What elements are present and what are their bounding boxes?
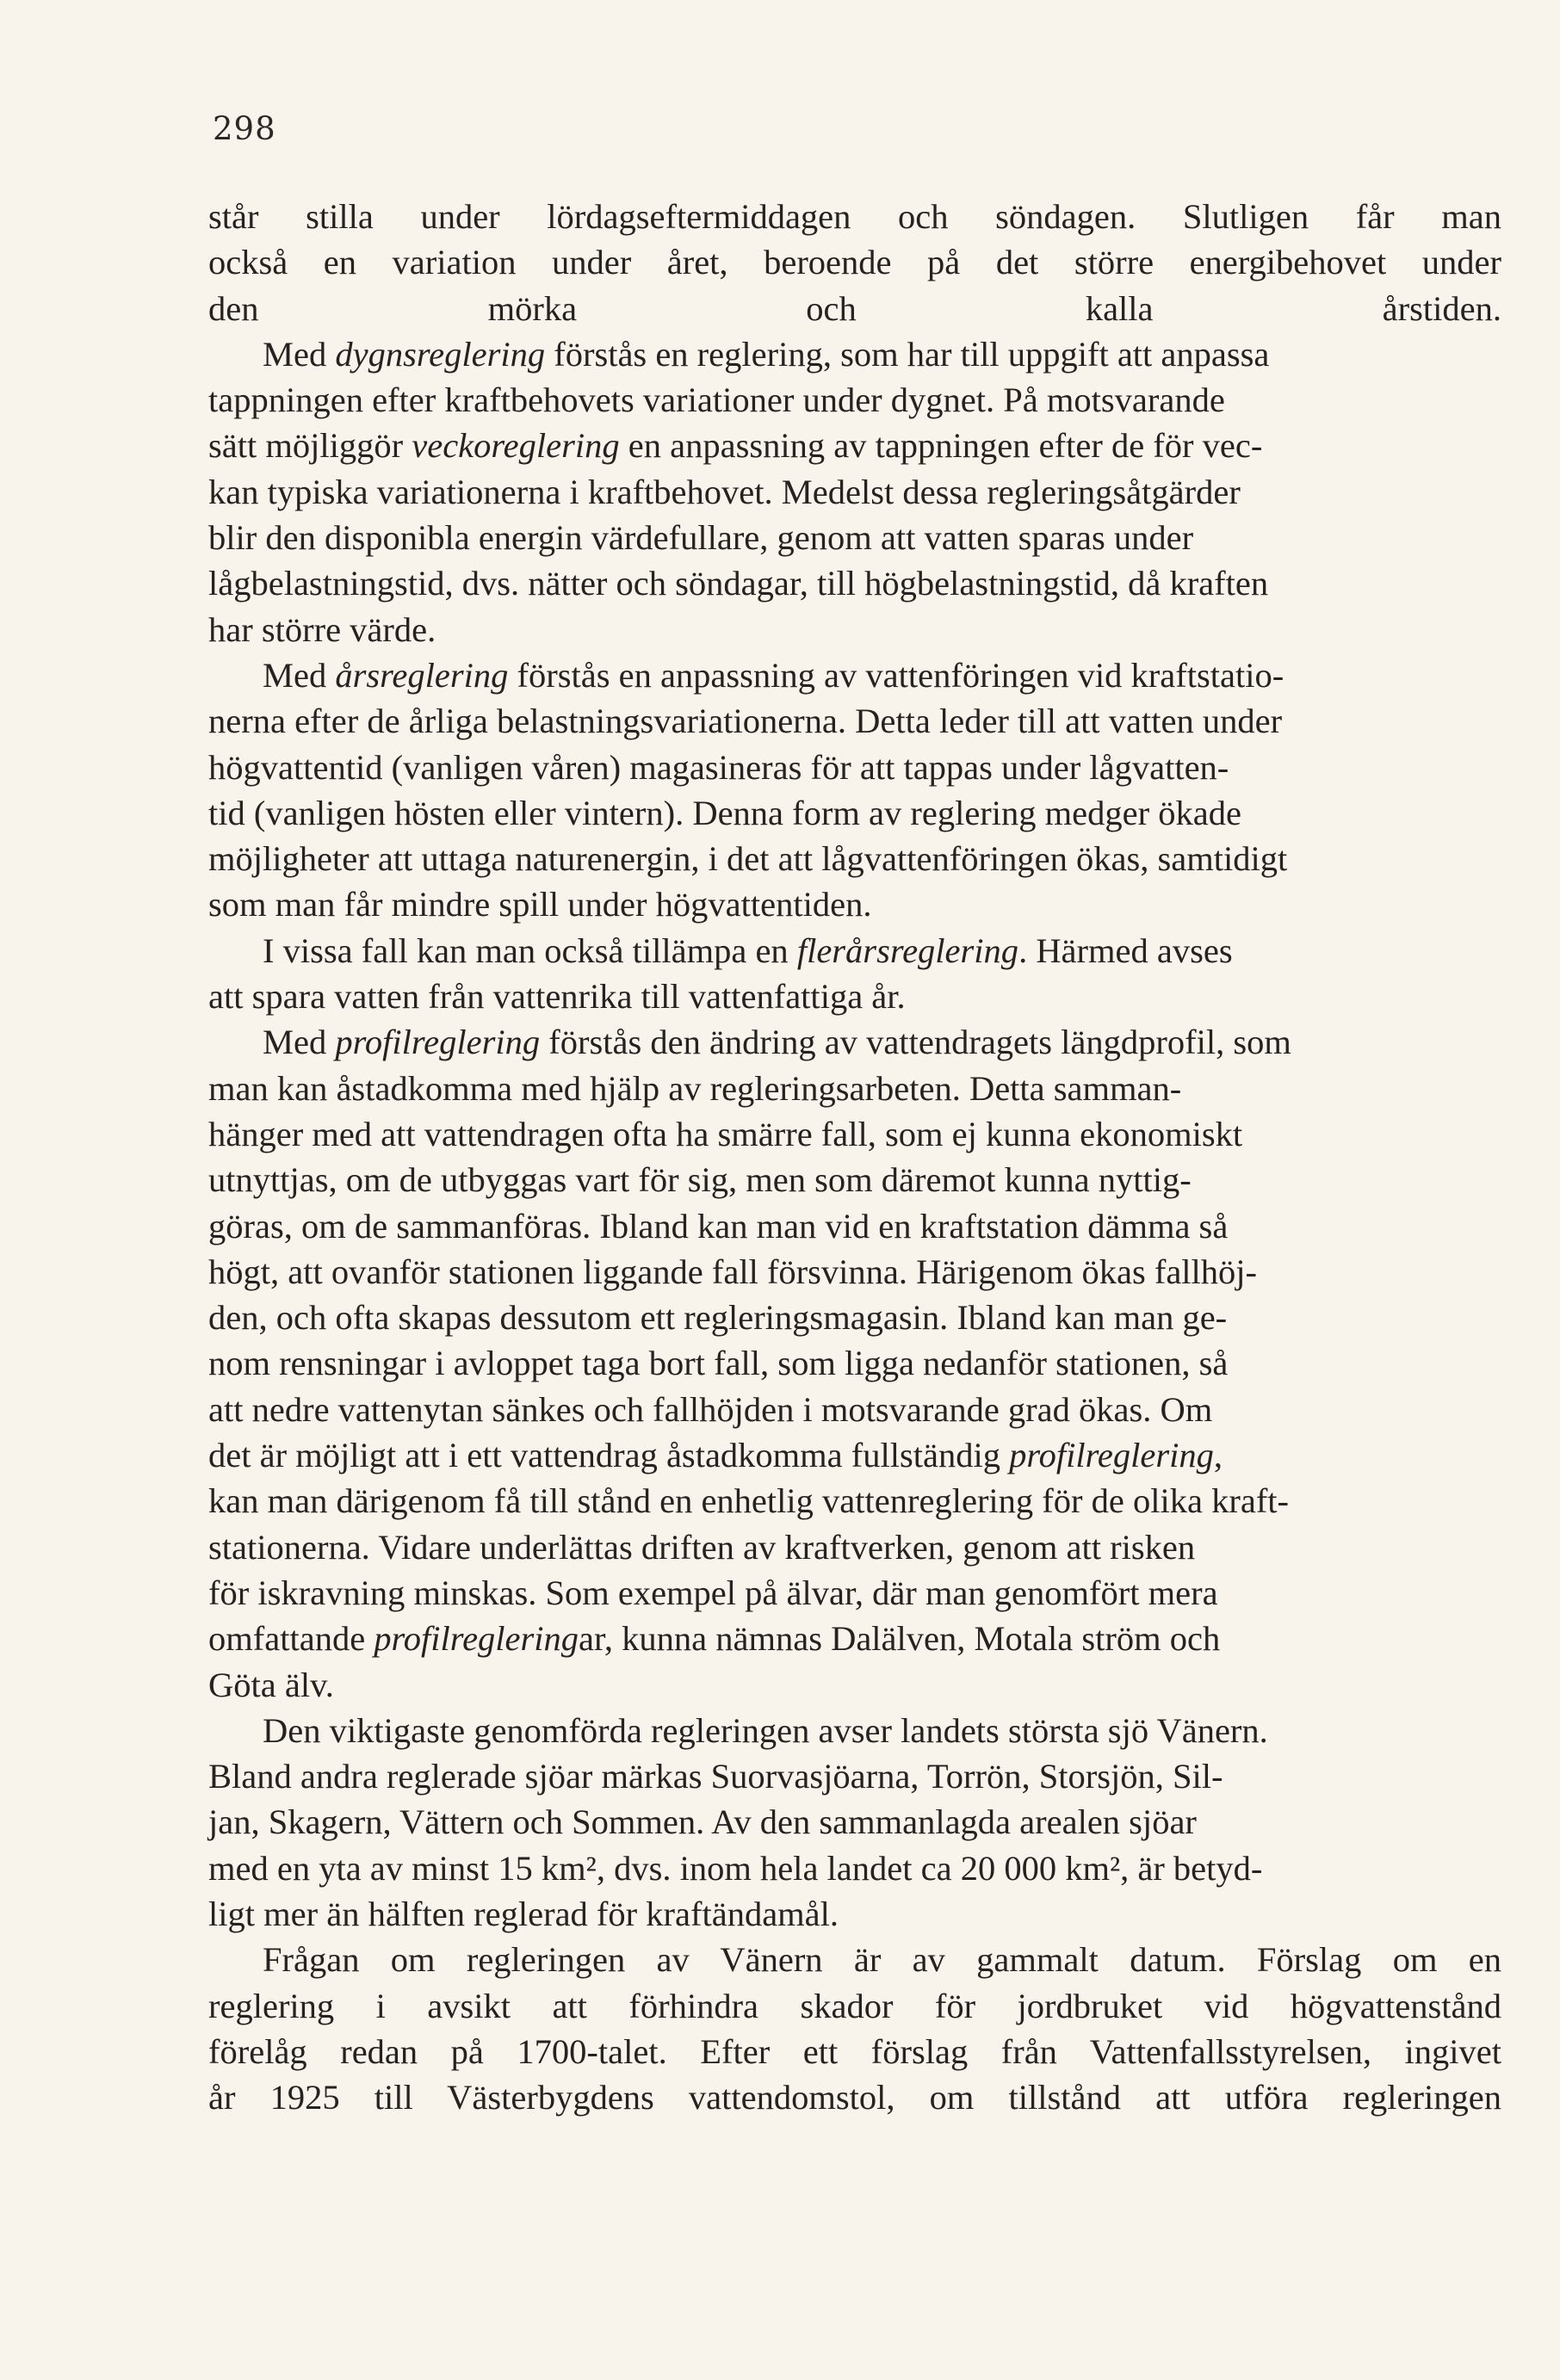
text-line: kan man därigenom få till stånd en enhetlig vattenreglering för de olika kraft- bbox=[208, 1481, 1290, 1521]
text-line: Den viktigaste genomförda regleringen avser landets största sjö Vänern. bbox=[263, 1710, 1268, 1750]
text-line: blir den disponibla energin värdefullare, genom att vatten sparas under bbox=[208, 518, 1194, 558]
paragraph-3 bbox=[208, 652, 1501, 928]
text-line: den mörka och kalla årstiden. bbox=[208, 288, 1501, 328]
text-line: Göta älv. bbox=[208, 1665, 334, 1704]
defined-term: dygnsreglering bbox=[335, 334, 546, 374]
text-line: att spara vatten från vattenrika till vattenfattiga år. bbox=[208, 977, 906, 1017]
text-line: Med dygnsreglering förstås en reglering, som har till uppgift att anpassa bbox=[263, 334, 1270, 374]
text-line: Med profilreglering förstås den ändring av vattendragets längdprofil, som bbox=[263, 1023, 1291, 1062]
text-line: ligt mer än hälften reglerad för kraftändamål. bbox=[208, 1894, 839, 1933]
defined-term: profilreglering bbox=[1009, 1436, 1214, 1475]
defined-term: profilreglering bbox=[335, 1023, 541, 1062]
text-line: Med årsreglering förstås en anpassning av vattenföringen vid kraftstatio- bbox=[263, 655, 1285, 695]
text-line: det är möjligt att i ett vattendrag åstadkomma fullständig profilreglering, bbox=[208, 1436, 1223, 1475]
text-line: stationerna. Vidare underlättas driften av kraftverken, genom att risken bbox=[208, 1527, 1196, 1567]
text-line: omfattande profilregleringar, kunna nämnas Dalälven, Motala ström och bbox=[208, 1619, 1221, 1659]
text-line: som man får mindre spill under högvattentiden. bbox=[208, 885, 872, 924]
text-line: man kan åstadkomma med hjälp av regleringsarbeten. Detta samman- bbox=[208, 1068, 1182, 1108]
text-line: sätt möjliggör veckoreglering en anpassning av tappningen efter de för vec- bbox=[208, 426, 1263, 466]
text-line: nerna efter de årliga belastningsvariationerna. Detta leder till att vatten under bbox=[208, 702, 1283, 741]
text-line: kan typiska variationerna i kraftbehovet. Medelst dessa regleringsåtgärder bbox=[208, 472, 1241, 511]
text-line: för iskravning minskas. Som exempel på älvar, där man genomfört mera bbox=[208, 1573, 1218, 1612]
paragraph-1 bbox=[208, 194, 1501, 331]
text-line: har större värde. bbox=[208, 609, 436, 649]
text-line: står stilla under lördagseftermiddagen och söndagen. Slutligen får man bbox=[208, 197, 1501, 236]
text-line: nom rensningar i avloppet taga bort fall, som ligga nedanför stationen, så bbox=[208, 1344, 1229, 1383]
defined-term: årsreglering bbox=[335, 655, 509, 695]
body-text bbox=[208, 194, 1501, 2120]
text-line: Frågan om regleringen av Vänern är av gammalt datum. Förslag om en bbox=[263, 1940, 1501, 1980]
text-line: tappningen efter kraftbehovets variationer under dygnet. På motsvarande bbox=[208, 380, 1225, 420]
text-line: jan, Skagern, Vättern och Sommen. Av den sammanlagda arealen sjöar bbox=[208, 1802, 1197, 1842]
text-line: högt, att ovanför stationen liggande fall försvinna. Härigenom ökas fallhöj- bbox=[208, 1252, 1258, 1291]
defined-term: profilreglering bbox=[374, 1619, 579, 1659]
text-line: år 1925 till Västerbygdens vattendomstol, om tillstånd att utföra regleringen bbox=[208, 2078, 1501, 2117]
text-line: Bland andra reglerade sjöar märkas Suorvasjöarna, Torrön, Storsjön, Sil- bbox=[208, 1757, 1223, 1796]
text-line: göras, om de sammanföras. Ibland kan man vid en kraftstation dämma så bbox=[208, 1206, 1229, 1246]
text-line: reglering i avsikt att förhindra skador för jordbruket vid högvattenstånd bbox=[208, 1986, 1501, 2025]
text-line: också en variation under året, beroende på det större energibehovet under bbox=[208, 243, 1501, 282]
text-line: lågbelastningstid, dvs. nätter och söndagar, till högbelastningstid, då kraften bbox=[208, 564, 1269, 603]
paragraph-6 bbox=[208, 1708, 1501, 1937]
text-line: I vissa fall kan man också tillämpa en flerårsreglering. Härmed avses bbox=[263, 930, 1233, 970]
text-line: den, och ofta skapas dessutom ett regleringsmagasin. Ibland kan man ge- bbox=[208, 1298, 1228, 1338]
defined-term: flerårsreglering bbox=[796, 930, 1019, 970]
text-line: att nedre vattenytan sänkes och fallhöjden i motsvarande grad ökas. Om bbox=[208, 1389, 1213, 1429]
text-line: tid (vanligen hösten eller vintern). Denna form av reglering medger ökade bbox=[208, 793, 1241, 832]
defined-term: veckoreglering bbox=[412, 426, 620, 466]
text-line: förelåg redan på 1700-talet. Efter ett förslag från Vattenfallsstyrelsen, ingivet bbox=[208, 2031, 1501, 2071]
text-line: högvattentid (vanligen våren) magasineras för att tappas under lågvatten- bbox=[208, 747, 1229, 787]
text-line: möjligheter att uttaga naturenergin, i det att lågvattenföringen ökas, samtidigt bbox=[208, 839, 1288, 879]
text-line: hänger med att vattendragen ofta ha smärre fall, som ej kunna ekonomiskt bbox=[208, 1114, 1243, 1153]
text-line: utnyttjas, om de utbyggas vart för sig, men som däremot kunna nyttig- bbox=[208, 1160, 1192, 1200]
paragraph-5 bbox=[208, 1019, 1501, 1707]
text-line: med en yta av minst 15 km², dvs. inom hela landet ca 20 000 km², är betyd- bbox=[208, 1848, 1263, 1888]
paragraph-7 bbox=[208, 1937, 1501, 2120]
page-number: 298 bbox=[213, 110, 276, 147]
paragraph-2 bbox=[208, 331, 1501, 652]
paragraph-4 bbox=[208, 928, 1501, 1020]
